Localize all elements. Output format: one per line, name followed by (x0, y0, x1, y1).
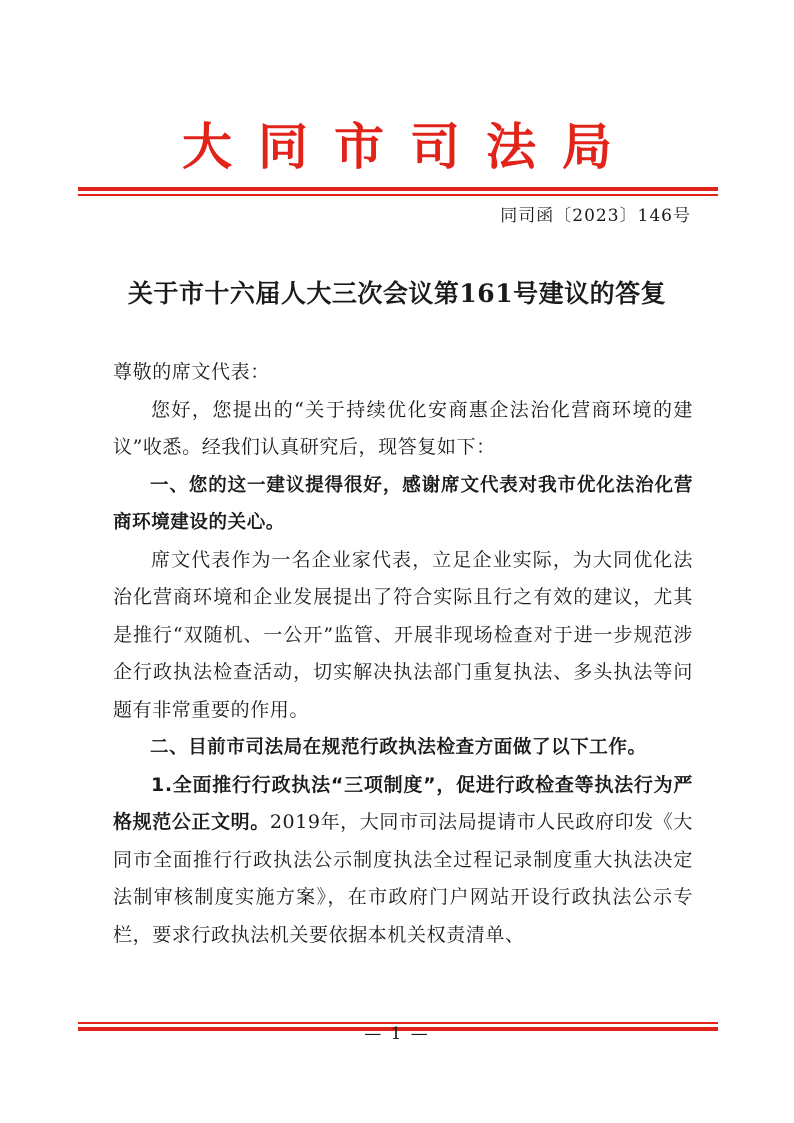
section-heading-2: 二、目前市司法局在规范行政执法检查方面做了以下工作。 (150, 737, 647, 758)
letterhead-title: 大同市司法局 (182, 117, 638, 176)
document-number: 同司函〔2023〕146号 (500, 206, 691, 226)
letterhead-rule-thick (78, 187, 718, 191)
salutation: 尊敬的席文代表： (113, 361, 270, 383)
section-heading-1: 一、您的这一建议提得很好，感谢席文代表对我市优化法治化营商环境建设的关心。 (113, 474, 693, 533)
paragraph-appreciation: 席文代表作为一名企业家代表，立足企业实际，为大同优化法治化营商环境和企业发展提出了符合实际且行之有效的建议，尤其是推行“双随机、一公开”监管、开展非现场检查对于进一步规范涉企行政执法检查活动，切实解决执法部门重复执法、多头执法等问题有非常重要的作用。 (113, 548, 693, 721)
paragraph-three-systems (113, 767, 693, 955)
document-title: 关于市十六届人大三次会议第161号建议的答复 (127, 279, 667, 308)
paragraph-three-systems-text: 2019年，大同市司法局提请市人民政府印发《大同市全面推行行政执法公示制度执法全过程记录制度重大执法决定法制审核制度实施方案》，在市政府门户网站开设行政执法公示专栏，要求行政执法机关要依据本机关权责清单、 (113, 811, 693, 946)
letterhead-rule-thin (78, 194, 718, 196)
document-body (113, 354, 693, 954)
paragraph-greeting: 您好，您提出的“关于持续优化安商惠企法治化营商环境的建议”收悉。经我们认真研究后，现答复如下： (113, 398, 693, 458)
page-number: — 1 — (364, 1024, 430, 1044)
subsection-lead: 1.全面推行行政执法“三项制度”，促进行政检查等执法行为严格规范公正文明。 (113, 773, 693, 833)
